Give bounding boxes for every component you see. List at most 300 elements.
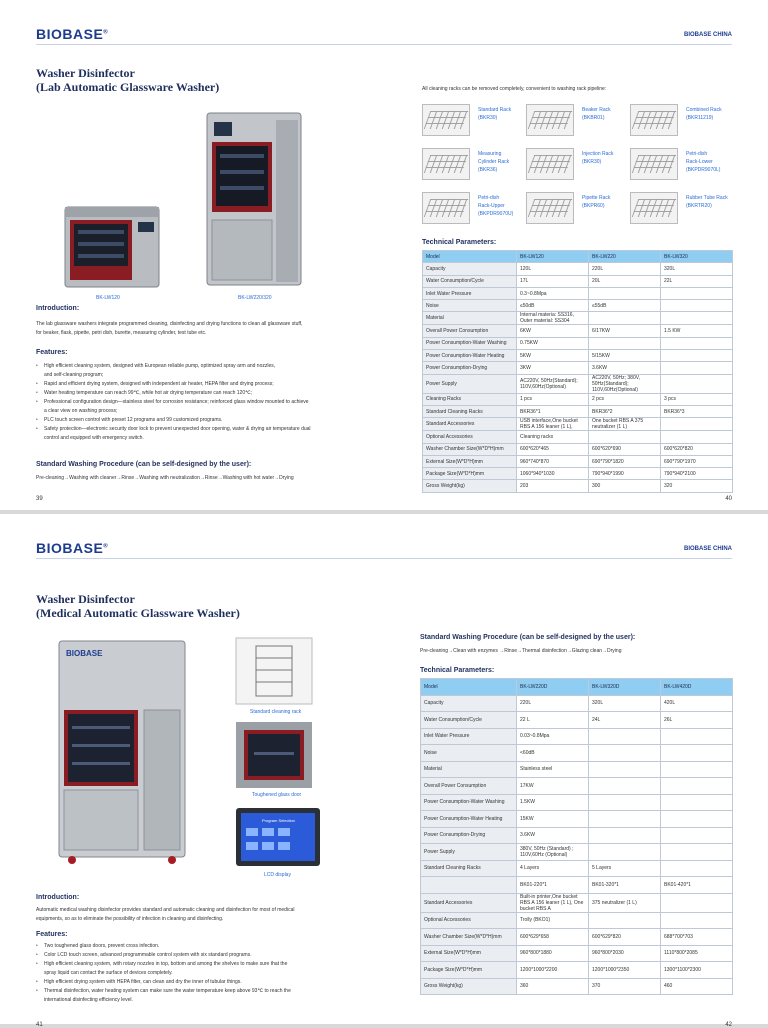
table-cell <box>661 893 733 912</box>
table-row <box>423 468 733 480</box>
table-row <box>421 761 733 778</box>
table-row <box>423 350 733 362</box>
rack-label-line: Combined Rack <box>686 107 722 113</box>
rack-grid-pattern <box>528 155 573 173</box>
brand-logo: BIOBASE® <box>36 540 109 556</box>
feature-item: and self-cleaning program; <box>44 372 104 378</box>
table-label-cell: Standard Accessories <box>421 893 517 912</box>
table-cell: 1200*1000*2200 <box>517 962 589 979</box>
table-label-cell: Standard Accessories <box>423 418 517 431</box>
table-label-cell: Overall Power Consumption <box>423 325 517 337</box>
table-cell: Stainless steel <box>517 761 589 778</box>
intro-line: for beaker, flask, pipette, petri dish, burette, measuring cylinder, test tube etc. <box>36 330 207 336</box>
rack-image <box>526 104 574 136</box>
table-cell: 15KW <box>517 811 589 828</box>
table-label-cell <box>421 877 517 894</box>
table-label-cell: Power Consumption-Water Heating <box>423 350 517 362</box>
rack-label-line: (BKR30) <box>478 115 498 121</box>
page-title: Washer Disinfector <box>36 592 135 606</box>
table-cell: 960*800*1880 <box>517 945 589 962</box>
table-row <box>423 325 733 337</box>
rack-label-line: (BKRTR20) <box>686 203 712 209</box>
table-cell <box>661 362 733 374</box>
rack-label-line: Rack-Upper <box>478 203 505 209</box>
table-cell: 5 Layers <box>589 860 661 877</box>
table-row <box>421 811 733 828</box>
toughened-glass-door-image <box>236 722 312 788</box>
rack-label-line: Measuring <box>478 151 502 157</box>
intro-heading: Introduction: <box>36 894 80 901</box>
table-label-cell: Standard Cleaning Racks <box>421 860 517 877</box>
table-cell: 688*700*703 <box>661 929 733 946</box>
table-cell <box>589 811 661 828</box>
table-cell <box>589 912 661 929</box>
table-row <box>421 978 733 995</box>
table-cell <box>589 287 661 299</box>
rack-image <box>526 148 574 180</box>
table-cell: BK01-320*1 <box>589 877 661 894</box>
rack-label <box>686 106 722 122</box>
table-cell <box>589 337 661 349</box>
table-cell: BKR36*2 <box>589 405 661 417</box>
table-row <box>423 431 733 443</box>
rack-grid-pattern <box>528 199 573 217</box>
page-number: 42 <box>725 1022 732 1028</box>
table-row <box>423 275 733 287</box>
table-label-cell: Material <box>421 761 517 778</box>
table-label-cell: Noise <box>423 300 517 312</box>
rack-label-line: Pipette Rack <box>582 195 611 201</box>
table-cell: 0.03~0.8Mpa <box>517 728 589 745</box>
feature-item: a clear view on washing process; <box>44 408 118 414</box>
table-cell: 6KW <box>517 325 589 337</box>
table-row <box>421 778 733 795</box>
table-cell: 320L <box>589 695 661 712</box>
table-cell: 375 neutralizer (1 L) <box>589 893 661 912</box>
table-cell: 380V, 50Hz (Standard) ; 110V,60Hz (Optional) <box>517 844 589 861</box>
intro-line: The lab glassware washers integrate programmed cleaning, disinfecting and drying functions to clean all glassware stuff, <box>36 321 303 327</box>
table-cell <box>661 860 733 877</box>
table-cell <box>589 761 661 778</box>
table-cell: USB interface,One bucket RBS A 156 leaner (1 L), <box>517 418 589 431</box>
table-cell: <60dB <box>517 745 589 762</box>
table-cell <box>661 350 733 362</box>
rack-label-line: Petri-dish <box>478 195 500 201</box>
table-cell <box>661 778 733 795</box>
table-label-cell: Capacity <box>421 695 517 712</box>
rack-label-line: Beaker Rack <box>582 107 611 113</box>
table-cell: 5/15KW <box>589 350 661 362</box>
table-cell: 600*629*658 <box>517 929 589 946</box>
table-row <box>421 893 733 912</box>
feature-item: • Two toughened glass doors, prevent cross infection. <box>36 942 366 951</box>
table-label-cell: Model <box>421 679 517 696</box>
table-cell: 360 <box>517 978 589 995</box>
table-cell: BKR36*3 <box>661 405 733 417</box>
intro-heading: Introduction: <box>36 305 80 312</box>
table-label-cell: Optional Accessories <box>421 912 517 929</box>
feature-item: • High efficient drying system with HEPA filter, can clean and dry the inner of tubular things. <box>36 978 366 987</box>
table-cell <box>589 827 661 844</box>
header-divider <box>36 44 732 45</box>
table-cell <box>661 374 733 393</box>
rack-grid-pattern <box>632 155 677 173</box>
rack-grid-pattern <box>424 199 469 217</box>
intro-line: equipments, so as to eliminate the possibility of infection in cleaning and disinfecting. <box>36 916 224 922</box>
features-heading: Features: <box>36 931 68 938</box>
table-cell: 120L <box>517 263 589 275</box>
features-heading: Features: <box>36 349 68 356</box>
table-cell: BK01-420*1 <box>661 877 733 894</box>
rack-label <box>582 150 613 166</box>
table-cell: 3.6KW <box>517 827 589 844</box>
rack-label-line: (BKPDR9070U) <box>478 211 514 217</box>
rack-image <box>422 104 470 136</box>
table-label-cell: Power Consumption-Drying <box>421 827 517 844</box>
table-cell: One bucket RBS A 375 neutralizer (1 L) <box>589 418 661 431</box>
page-title: Washer Disinfector <box>36 66 135 80</box>
table-cell <box>661 300 733 312</box>
table-cell <box>661 761 733 778</box>
table-label-cell: External Size(W*D*H)mm <box>423 455 517 467</box>
table-cell <box>661 431 733 443</box>
racks-note: All cleaning racks can be removed completely, convenient to washing rack pipeline: <box>422 86 607 92</box>
brand-region: BIOBASE CHINA <box>683 32 732 38</box>
table-label-cell: Model <box>423 251 517 263</box>
caption-lcd: LCD display <box>264 872 291 878</box>
table-cell <box>589 431 661 443</box>
feature-item: • High efficient cleaning system, designed with European reliable pump, optimized spray arm and nozzles, <box>36 362 366 371</box>
table-cell: 960*800*2030 <box>589 945 661 962</box>
table-cell: 24L <box>589 712 661 729</box>
table-cell: 600*620*820 <box>661 443 733 455</box>
procedure-heading: Standard Washing Procedure (can be self-designed by the user): <box>36 461 252 468</box>
table-label-cell: Power Consumption-Water Washing <box>423 337 517 349</box>
rack-label <box>686 194 728 210</box>
table-row <box>423 405 733 417</box>
table-cell: 2 pcs <box>589 393 661 405</box>
header-divider <box>36 558 732 559</box>
table-label-cell: Power Consumption-Drying <box>423 362 517 374</box>
table-cell: 1.5 KW <box>661 325 733 337</box>
caption-rack: Standard cleaning rack <box>250 709 302 715</box>
rack-label-line: (BKR36) <box>478 167 498 173</box>
table-cell <box>661 337 733 349</box>
table-label-cell: Power Supply <box>421 844 517 861</box>
standard-cleaning-rack-image <box>236 638 312 704</box>
table-label-cell: Inlet Water Pressure <box>423 287 517 299</box>
table-cell <box>661 811 733 828</box>
rack-image <box>630 192 678 224</box>
table-cell: 1110*800*2085 <box>661 945 733 962</box>
table-cell: BK-LW220D <box>517 679 589 696</box>
rack-label <box>686 150 720 174</box>
table-row <box>421 827 733 844</box>
table-cell <box>661 418 733 431</box>
page-number: 40 <box>725 496 732 502</box>
intro-text <box>36 320 366 338</box>
table-cell: 203 <box>517 480 589 492</box>
table-cell: BK-LW220 <box>589 251 661 263</box>
medical-washer-image <box>58 640 186 866</box>
table-cell: AC220V, 50Hz; 380V, 50Hz(Standard); 110V,60Hz(Optional) <box>589 374 661 393</box>
table-cell: 1060*940*1030 <box>517 468 589 480</box>
table-cell <box>589 728 661 745</box>
spec-table <box>422 250 733 493</box>
table-row <box>421 860 733 877</box>
table-header-row <box>421 679 733 696</box>
rack-label <box>478 150 509 174</box>
feature-item: • PLC touch screen control with preset 12 programs and 99 customized programs. <box>36 416 366 425</box>
rack-label-line: Rack-Lower <box>686 159 713 165</box>
feature-item: international disinfecting efficiency level. <box>44 997 133 1003</box>
table-cell: 420L <box>661 695 733 712</box>
table-label-cell: Optional Accessories <box>423 431 517 443</box>
rack-label-line: (BKPDR9070L) <box>686 167 721 173</box>
table-cell <box>661 287 733 299</box>
table-cell: 220L <box>589 263 661 275</box>
table-cell <box>661 794 733 811</box>
table-row <box>423 337 733 349</box>
rack-label-line: (BKR11219) <box>686 115 714 121</box>
brand-logo: BIOBASE® <box>36 26 109 42</box>
table-cell: Trolly (BKO1) <box>517 912 589 929</box>
rack-label <box>478 194 513 218</box>
caption-door: Toughened glass door <box>252 792 302 798</box>
spec-table <box>420 678 733 995</box>
table-cell: 0.75KW <box>517 337 589 349</box>
table-cell: 3KW <box>517 362 589 374</box>
table-cell: BKR36*1 <box>517 405 589 417</box>
table-label-cell: Washer Chamber Size(W*D*H)mm <box>421 929 517 946</box>
feature-item: • High efficient cleaning system, with rotary nozzles in top, bottom and among the shelves to make sure that the <box>36 960 366 969</box>
table-label-cell: Package Size(W*D*H)mm <box>421 962 517 979</box>
table-cell <box>661 827 733 844</box>
table-cell: 17L <box>517 275 589 287</box>
feature-item: • Water heating temperature can reach 99℃, while hot air drying temperature can reach 120℃; <box>36 389 366 398</box>
page-subtitle: (Medical Automatic Glassware Washer) <box>36 606 240 620</box>
table-row <box>423 443 733 455</box>
table-cell: 320L <box>661 263 733 275</box>
page-subtitle: (Lab Automatic Glassware Washer) <box>36 80 220 94</box>
catalog-page-lab-washer <box>0 0 768 510</box>
rack-grid-pattern <box>528 111 573 129</box>
table-cell: ≤50dB <box>517 300 589 312</box>
tech-heading: Technical Parameters: <box>420 667 495 674</box>
table-row <box>423 455 733 467</box>
table-cell: 790*940*2100 <box>661 468 733 480</box>
table-row <box>421 794 733 811</box>
table-label-cell: Package Size(W*D*H)mm <box>423 468 517 480</box>
feature-item: • Color LCD touch screen, advanced programmable control system with six standard programs. <box>36 951 366 960</box>
table-cell: 1200*1000*2350 <box>589 962 661 979</box>
table-label-cell: Water Consumption/Cycle <box>421 712 517 729</box>
table-cell: 320 <box>661 480 733 492</box>
table-label-cell: Standard Cleaning Racks <box>423 405 517 417</box>
table-cell: 20L <box>589 275 661 287</box>
table-cell: Cleaning racks <box>517 431 589 443</box>
table-row <box>423 362 733 374</box>
table-cell: 1.5KW <box>517 794 589 811</box>
rack-label-line: Standard Rack <box>478 107 512 113</box>
table-row <box>423 374 733 393</box>
table-row <box>423 393 733 405</box>
rack-label-line: Injection Rack <box>582 151 614 157</box>
device-logo: BIOBASE <box>66 649 103 658</box>
rack-grid-pattern <box>424 111 469 129</box>
tech-heading: Technical Parameters: <box>422 239 497 246</box>
table-cell <box>589 312 661 325</box>
rack-label-line: Petri-dish <box>686 151 708 157</box>
procedure-text: Pre-cleaning→Washing with cleaner→Rinse→Washing with neutralization→Rinse→Washing with hot water→Drying <box>36 475 294 481</box>
features-list <box>36 942 366 1005</box>
table-cell: 3 pcs <box>661 393 733 405</box>
table-cell <box>589 794 661 811</box>
rack-image <box>422 192 470 224</box>
rack-image <box>630 104 678 136</box>
rack-grid-pattern <box>632 199 677 217</box>
rack-image <box>422 148 470 180</box>
table-header-row <box>423 251 733 263</box>
table-row <box>423 312 733 325</box>
table-cell: 600*629*820 <box>589 929 661 946</box>
table-cell: 6/17KW <box>589 325 661 337</box>
table-label-cell: External Size(W*D*H)mm <box>421 945 517 962</box>
table-cell: 460 <box>661 978 733 995</box>
page-number: 39 <box>36 496 43 502</box>
rack-label-line: (BKR30) <box>582 159 602 165</box>
table-cell: 600*620*690 <box>589 443 661 455</box>
feature-item: • Safety protection—electronic security door lock to prevent unexpected door opening, water & drying air temperature dual <box>36 425 366 434</box>
features-list <box>36 362 366 443</box>
table-row <box>421 929 733 946</box>
table-cell: BK-LW320D <box>589 679 661 696</box>
table-cell <box>589 778 661 795</box>
table-cell: 1300*1100*2300 <box>661 962 733 979</box>
table-label-cell: Power Consumption-Water Heating <box>421 811 517 828</box>
table-row <box>423 263 733 275</box>
table-row <box>421 912 733 929</box>
table-cell: 22 L <box>517 712 589 729</box>
table-cell: 0.3~0.8Mpa <box>517 287 589 299</box>
table-cell <box>661 312 733 325</box>
table-cell: Built-in printer,One bucket RBS A 156 leaner (1 L), One bucket RBS A <box>517 893 589 912</box>
table-cell <box>661 844 733 861</box>
table-row <box>423 300 733 312</box>
table-cell: BK-LW420D <box>661 679 733 696</box>
table-label-cell: Capacity <box>423 263 517 275</box>
table-cell: 690*790*1970 <box>661 455 733 467</box>
table-cell: BK01-220*1 <box>517 877 589 894</box>
feature-item: • Professional configuration design—stainless steel for corrosion resistance; reinforced glass window mounted to achieve <box>36 398 366 407</box>
table-label-cell: Cleaning Racks <box>423 393 517 405</box>
table-cell: 370 <box>589 978 661 995</box>
table-label-cell: Inlet Water Pressure <box>421 728 517 745</box>
table-row <box>421 745 733 762</box>
washer-bk-lw120-image <box>64 206 160 288</box>
table-cell: 4 Layers <box>517 860 589 877</box>
table-cell: BK-LW120 <box>517 251 589 263</box>
page-number: 41 <box>36 1022 43 1028</box>
table-cell <box>661 728 733 745</box>
table-cell: 3.6KW <box>589 362 661 374</box>
table-cell: Internal materia: SS316, Outer material: SS304 <box>517 312 589 325</box>
table-cell: 790*940*1990 <box>589 468 661 480</box>
feature-item: • Rapid and efficient drying system, designed with independent air heater, HEPA filter and drying process; <box>36 380 366 389</box>
table-cell: 300 <box>589 480 661 492</box>
table-row <box>421 962 733 979</box>
rack-image <box>526 192 574 224</box>
table-cell <box>661 912 733 929</box>
feature-item: control and equipped with emergency switch. <box>44 435 144 441</box>
table-label-cell: Noise <box>421 745 517 762</box>
table-label-cell: Material <box>423 312 517 325</box>
table-cell: 22L <box>661 275 733 287</box>
rack-label <box>478 106 511 122</box>
rack-label-line: Rubber Tube Rack <box>686 195 728 201</box>
table-label-cell: Washer Chamber Size(W*D*H)mm <box>423 443 517 455</box>
table-cell: 26L <box>661 712 733 729</box>
table-label-cell: Gross Weight(kg) <box>421 978 517 995</box>
table-cell: AC220V, 50Hz(Standard); 110V,60Hz(Optional) <box>517 374 589 393</box>
table-row <box>423 480 733 492</box>
table-row <box>421 712 733 729</box>
table-label-cell: Power Supply <box>423 374 517 393</box>
rack-label <box>582 106 611 122</box>
table-label-cell: Overall Power Consumption <box>421 778 517 795</box>
table-cell <box>589 745 661 762</box>
feature-item: • Thermal disinfection, water heating system can make sure the water temperature keep above 93℃ to reach the <box>36 987 366 996</box>
table-row <box>423 287 733 299</box>
table-row <box>421 844 733 861</box>
rack-label-line: (BKPR60) <box>582 203 605 209</box>
table-row <box>421 945 733 962</box>
table-cell: 690*790*1820 <box>589 455 661 467</box>
feature-item: spray liquid can contact the surface of devices completely. <box>44 970 173 976</box>
table-cell: 960*740*870 <box>517 455 589 467</box>
catalog-page-medical-washer <box>0 514 768 1028</box>
model-caption: BK-LW220/320 <box>238 295 272 301</box>
rack-label <box>582 194 610 210</box>
rack-grid-pattern <box>632 111 677 129</box>
table-row <box>421 877 733 894</box>
procedure-heading: Standard Washing Procedure (can be self-designed by the user): <box>420 634 636 641</box>
rack-grid-pattern <box>424 155 469 173</box>
brand-region: BIOBASE CHINA <box>683 546 732 552</box>
table-cell: 220L <box>517 695 589 712</box>
lcd-title: Program Selection <box>262 818 295 823</box>
intro-text <box>36 906 366 924</box>
table-cell: 1 pcs <box>517 393 589 405</box>
rack-label-line: Cylinder Rack <box>478 159 510 165</box>
table-label-cell: Gross Weight(kg) <box>423 480 517 492</box>
table-label-cell: Water Consumption/Cycle <box>423 275 517 287</box>
rack-image <box>630 148 678 180</box>
table-cell: 5KW <box>517 350 589 362</box>
washer-bk-lw220-image <box>206 112 302 288</box>
table-row <box>421 695 733 712</box>
table-cell <box>661 745 733 762</box>
table-cell: ≤55dB <box>589 300 661 312</box>
table-cell <box>589 844 661 861</box>
table-row <box>423 418 733 431</box>
intro-line: Automatic medical washing disinfector provides standard and automatic cleaning and disinfection for most of medical <box>36 907 295 913</box>
table-cell: BK-LW320 <box>661 251 733 263</box>
table-row <box>421 728 733 745</box>
lcd-display-image <box>236 808 320 866</box>
table-label-cell: Power Consumption-Water Washing <box>421 794 517 811</box>
table-cell: 600*620*465 <box>517 443 589 455</box>
